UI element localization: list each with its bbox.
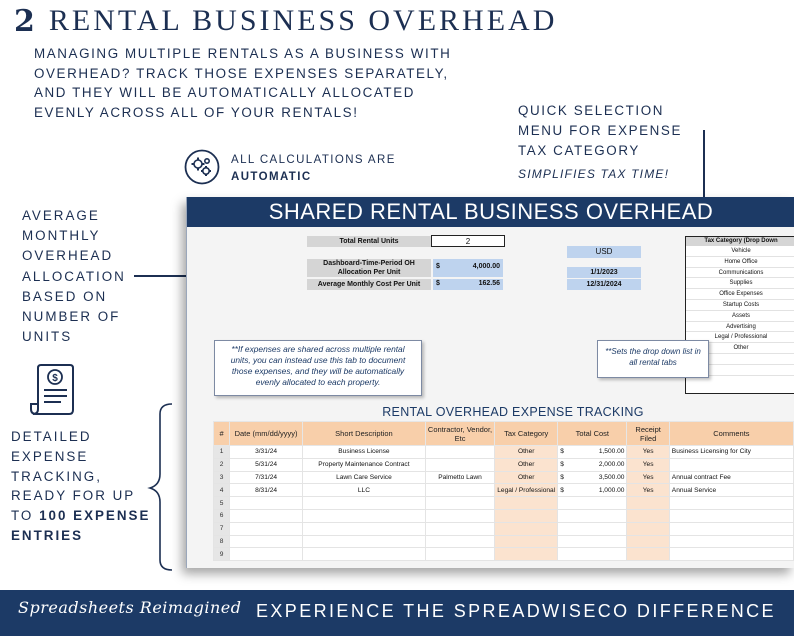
cost-amount: 1,000.00 <box>598 486 625 494</box>
date-cell[interactable]: 8/31/24 <box>230 484 303 497</box>
tax-category-cell[interactable] <box>495 509 558 522</box>
row-number[interactable]: 2 <box>214 458 230 471</box>
callout-line: BASED ON <box>22 288 108 304</box>
step-number: 2 <box>14 3 35 39</box>
column-header: Contractor, Vendor, Etc <box>425 422 494 446</box>
total-cost-cell[interactable] <box>558 535 627 548</box>
callout-line: TO 100 EXPENSE <box>11 508 151 524</box>
table-row[interactable] <box>214 522 794 535</box>
table-row[interactable] <box>214 497 794 510</box>
svg-text:$: $ <box>52 373 58 384</box>
comments-cell[interactable]: Annual contract Fee <box>669 471 793 484</box>
receipt-dollar-icon <box>28 364 76 416</box>
total-cost-cell[interactable] <box>558 509 627 522</box>
table-row[interactable] <box>214 484 794 497</box>
dropdown-note: **Sets the drop down list in all rental tabs <box>597 340 709 378</box>
receipt-filed-cell[interactable] <box>627 522 669 535</box>
vendor-cell[interactable] <box>425 446 494 459</box>
page-title: RENTAL BUSINESS OVERHEAD <box>48 4 558 37</box>
tax-category-cell[interactable]: Other <box>495 458 558 471</box>
vendor-cell[interactable] <box>425 484 494 497</box>
row-number[interactable]: 8 <box>214 535 230 548</box>
comments-cell[interactable] <box>669 535 793 548</box>
callout-line-bold: ENTRIES <box>11 527 84 543</box>
allocation-value: 4,000.00 <box>472 263 500 270</box>
sheet-banner-title: SHARED RENTAL BUSINESS OVERHEAD <box>187 197 794 227</box>
tax-category-cell[interactable] <box>495 497 558 510</box>
calc-line: ALL CALCULATIONS ARE <box>231 154 396 166</box>
vendor-cell[interactable] <box>425 548 494 561</box>
callout-line: ALLOCATION <box>22 268 126 284</box>
description-cell[interactable] <box>303 497 426 510</box>
tax-category-cell[interactable] <box>495 522 558 535</box>
average-overhead-callout <box>22 206 132 347</box>
date-cell[interactable] <box>230 548 303 561</box>
table-row[interactable] <box>214 471 794 484</box>
shared-expense-note: **If expenses are shared across multiple rental units, you can instead use this tab to document those expenses, and they will be automatically evenly allocated to each property. <box>214 340 422 396</box>
column-header: Comments <box>669 422 793 446</box>
column-header: Tax Category <box>495 422 558 446</box>
allocation-label: Dashboard-Time-Period OH Allocation Per Unit <box>307 259 431 277</box>
vendor-cell[interactable] <box>425 509 494 522</box>
column-header: Receipt Filed <box>627 422 669 446</box>
quick-selection-callout <box>518 101 698 161</box>
currency-symbol: $ <box>560 473 564 481</box>
tax-category-header: Tax Category (Drop Down <box>686 237 794 246</box>
comments-cell[interactable] <box>669 522 793 535</box>
description-cell[interactable]: LLC <box>303 484 426 497</box>
total-units-label: Total Rental Units <box>307 236 431 247</box>
calculations-note <box>231 152 396 186</box>
row-number[interactable]: 5 <box>214 497 230 510</box>
column-header: Total Cost <box>558 422 627 446</box>
receipt-filed-cell[interactable]: Yes <box>627 446 669 459</box>
tax-category-cell[interactable]: Other <box>495 471 558 484</box>
table-header-row <box>214 422 794 446</box>
currency-symbol: $ <box>436 263 440 270</box>
expense-table <box>213 421 794 561</box>
comments-cell[interactable] <box>669 497 793 510</box>
date-cell[interactable] <box>230 509 303 522</box>
callout-line: OVERHEAD <box>22 248 114 264</box>
callout-line: UNITS <box>22 329 73 345</box>
tax-category-option[interactable]: Legal / Professional <box>686 332 794 343</box>
date-cell[interactable]: 5/31/24 <box>230 458 303 471</box>
currency-symbol: $ <box>436 280 440 287</box>
tax-category-option[interactable]: Vehicle <box>686 246 794 257</box>
intro-paragraph <box>34 44 474 122</box>
currency-symbol: $ <box>560 461 564 469</box>
receipt-filed-cell[interactable] <box>627 509 669 522</box>
tracking-title: RENTAL OVERHEAD EXPENSE TRACKING <box>382 405 644 419</box>
row-number[interactable]: 1 <box>214 446 230 459</box>
tax-category-option[interactable]: Startup Costs <box>686 300 794 311</box>
callout-line: QUICK SELECTION <box>518 103 665 118</box>
end-date-cell[interactable]: 12/31/2024 <box>567 279 641 290</box>
description-cell[interactable]: Lawn Care Service <box>303 471 426 484</box>
tax-category-option[interactable]: Assets <box>686 311 794 322</box>
currency-symbol: $ <box>560 448 564 456</box>
start-date-cell[interactable]: 1/1/2023 <box>567 267 641 278</box>
total-cost-cell[interactable] <box>558 522 627 535</box>
table-row[interactable] <box>214 535 794 548</box>
date-cell[interactable] <box>230 535 303 548</box>
vendor-cell[interactable] <box>425 458 494 471</box>
gears-icon <box>184 149 220 185</box>
row-number[interactable]: 4 <box>214 484 230 497</box>
vendor-cell[interactable] <box>425 522 494 535</box>
description-cell[interactable]: Business License <box>303 446 426 459</box>
tax-category-cell[interactable]: Other <box>495 446 558 459</box>
callout-line: EXPENSE <box>11 448 89 464</box>
row-number[interactable]: 3 <box>214 471 230 484</box>
receipt-filed-cell[interactable]: Yes <box>627 484 669 497</box>
receipt-filed-cell[interactable]: Yes <box>627 471 669 484</box>
total-cost-cell[interactable] <box>558 471 627 484</box>
tax-category-cell[interactable] <box>495 548 558 561</box>
callout-line: TRACKING, <box>11 468 102 484</box>
receipt-filed-cell[interactable] <box>627 535 669 548</box>
currency-symbol: $ <box>560 486 564 494</box>
receipt-filed-cell[interactable]: Yes <box>627 458 669 471</box>
callout-line: AVERAGE <box>22 208 100 223</box>
footer-bar <box>0 590 794 636</box>
comments-cell[interactable] <box>669 548 793 561</box>
detailed-tracking-callout <box>11 427 159 546</box>
tax-category-option[interactable]: Advertising <box>686 322 794 333</box>
callout-line: TAX CATEGORY <box>518 143 640 158</box>
total-cost-cell[interactable] <box>558 458 627 471</box>
table-row[interactable] <box>214 458 794 471</box>
simplifies-subtext: SIMPLIFIES TAX TIME! <box>518 167 670 181</box>
callout-line: MENU FOR EXPENSE <box>518 123 682 138</box>
intro-line: EVENLY ACROSS ALL OF YOUR RENTALS! <box>34 104 359 120</box>
footer-tagline: EXPERIENCE THE SPREADWISECO DIFFERENCE <box>256 601 776 621</box>
date-cell[interactable]: 3/31/24 <box>230 446 303 459</box>
date-cell[interactable] <box>230 522 303 535</box>
brand-logo: Spreadsheets Reimagined <box>18 598 242 617</box>
column-header: # <box>214 422 230 446</box>
calc-line-bold: AUTOMATIC <box>231 171 312 183</box>
vendor-cell[interactable]: Palmetto Lawn <box>425 471 494 484</box>
tax-category-option[interactable]: Home Office <box>686 257 794 268</box>
comments-cell[interactable]: Business Licensing for City <box>669 446 793 459</box>
tax-category-option[interactable]: Office Expenses <box>686 289 794 300</box>
spreadsheet-panel <box>186 197 794 568</box>
intro-line: MANAGING MULTIPLE RENTALS AS A BUSINESS WITH <box>34 46 452 61</box>
cost-amount: 3,500.00 <box>598 473 625 481</box>
description-cell[interactable] <box>303 509 426 522</box>
column-header: Short Description <box>303 422 426 446</box>
callout-line: NUMBER OF <box>22 309 121 325</box>
column-header: Date (mm/dd/yyyy) <box>230 422 303 446</box>
callout-line: MONTHLY <box>22 228 101 244</box>
description-cell[interactable] <box>303 535 426 548</box>
currency-cell[interactable]: USD <box>567 246 641 258</box>
row-number[interactable]: 9 <box>214 548 230 561</box>
description-cell[interactable] <box>303 522 426 535</box>
cost-amount: 1,500.00 <box>598 448 625 456</box>
description-cell[interactable] <box>303 548 426 561</box>
tax-category-option[interactable]: Supplies <box>686 278 794 289</box>
comments-cell[interactable] <box>669 458 793 471</box>
comments-cell[interactable]: Annual Service <box>669 484 793 497</box>
total-units-input[interactable]: 2 <box>431 235 505 247</box>
callout-line: DETAILED <box>11 429 92 444</box>
total-cost-cell[interactable] <box>558 446 627 459</box>
date-cell[interactable]: 7/31/24 <box>230 471 303 484</box>
description-cell[interactable]: Property Maintenance Contract <box>303 458 426 471</box>
tax-category-option[interactable]: Communications <box>686 268 794 279</box>
row-number[interactable]: 7 <box>214 522 230 535</box>
receipt-filed-cell[interactable] <box>627 548 669 561</box>
table-row[interactable] <box>214 446 794 459</box>
comments-cell[interactable] <box>669 509 793 522</box>
vendor-cell[interactable] <box>425 535 494 548</box>
callout-line: READY FOR UP <box>11 488 136 504</box>
table-row[interactable] <box>214 509 794 522</box>
avg-cost-value-cell <box>433 279 503 290</box>
intro-line: OVERHEAD? TRACK THOSE EXPENSES SEPARATELY, <box>34 65 449 81</box>
tax-category-cell[interactable] <box>495 535 558 548</box>
avg-cost-label: Average Monthly Cost Per Unit <box>307 279 431 290</box>
page-headline <box>14 2 557 40</box>
receipt-filed-cell[interactable] <box>627 497 669 510</box>
total-cost-cell[interactable] <box>558 497 627 510</box>
table-row[interactable] <box>214 548 794 561</box>
allocation-value-cell <box>433 259 503 277</box>
tax-category-option[interactable]: Other <box>686 343 794 354</box>
intro-line: AND THEY WILL BE AUTOMATICALLY ALLOCATED <box>34 85 416 100</box>
date-cell[interactable] <box>230 497 303 510</box>
tax-category-cell[interactable]: Legal / Professional <box>495 484 558 497</box>
vendor-cell[interactable] <box>425 497 494 510</box>
total-cost-cell[interactable] <box>558 548 627 561</box>
total-cost-cell[interactable] <box>558 484 627 497</box>
cost-amount: 2,000.00 <box>598 461 625 469</box>
row-number[interactable]: 6 <box>214 509 230 522</box>
avg-cost-value: 162.56 <box>478 280 500 287</box>
